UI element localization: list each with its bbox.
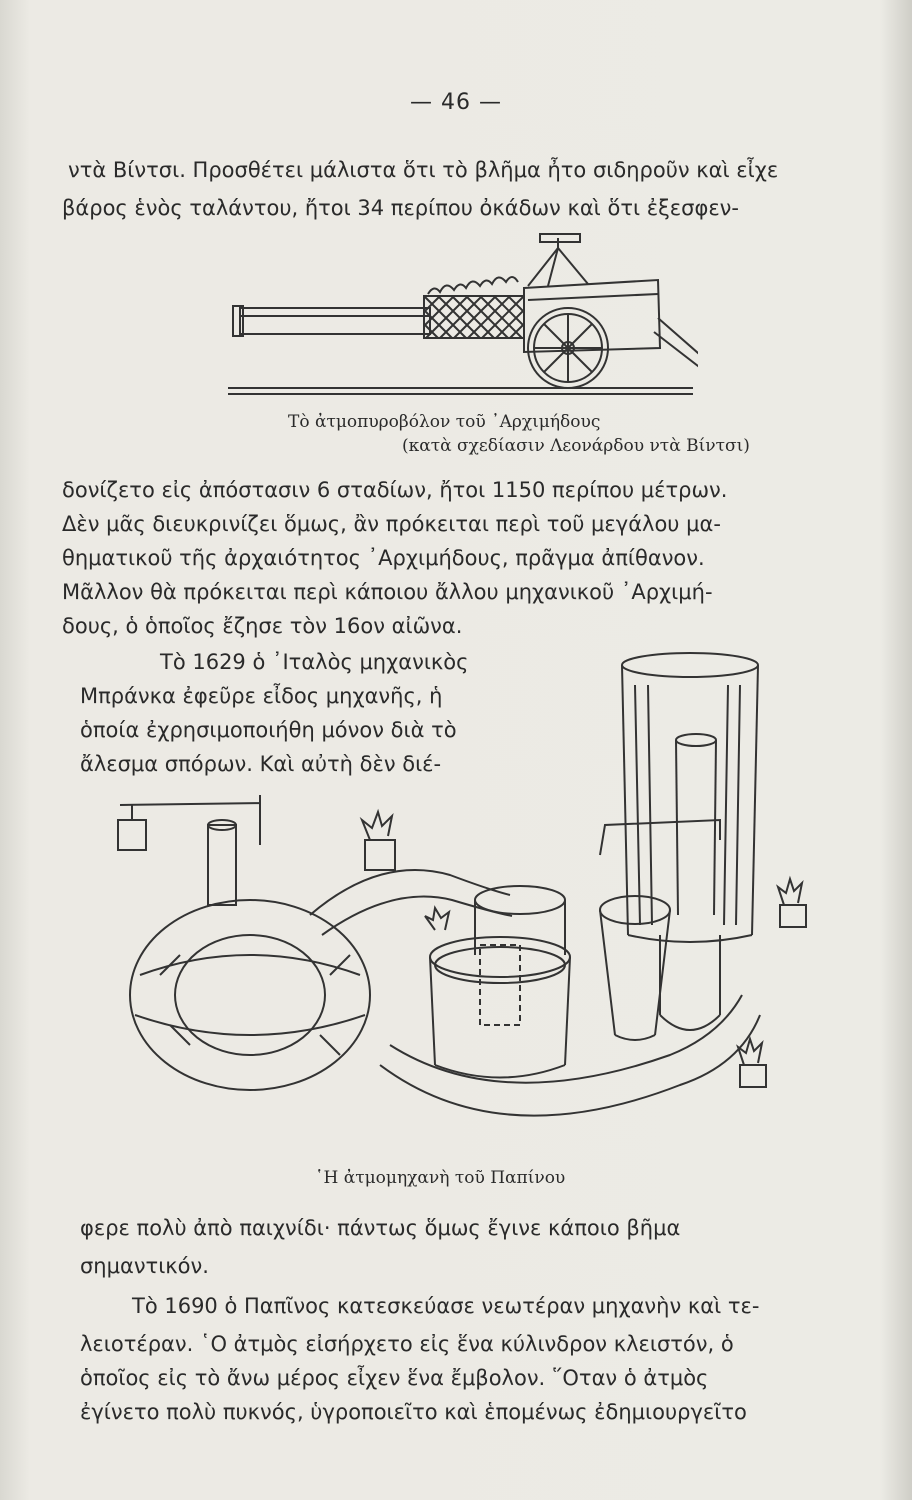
papin-engine-illustration bbox=[100, 645, 840, 1145]
text-line: Μπράνκα ἐφεῦρε εἶδος μηχανῆς, ἡ bbox=[80, 684, 443, 708]
text-line: ὁποία ἐχρησιμοποιήθη μόνον διὰ τὸ bbox=[80, 718, 457, 742]
text-line: Τὸ 1629 ὁ ᾿Ιταλὸς μηχανικὸς bbox=[160, 650, 469, 674]
figure-caption: (κατὰ σχεδίασιν Λεονάρδου ντὰ Βίντσι) bbox=[402, 436, 750, 456]
text-line: σημαντικόν. bbox=[80, 1254, 209, 1278]
text-line: θηματικοῦ τῆς ἀρχαιότητος ᾿Αρχιμήδους, πρᾶγμα ἀπίθανον. bbox=[62, 546, 705, 570]
text-line: φερε πολὺ ἀπὸ παιχνίδι· πάντως ὅμως ἔγινε κάποιο βῆμα bbox=[80, 1216, 681, 1240]
text-line: Τὸ 1690 ὁ Παπῖνος κατεσκεύασε νεωτέραν μηχανὴν καὶ τε- bbox=[132, 1294, 760, 1318]
text-line: Δὲν μᾶς διευκρινίζει ὅμως, ἂν πρόκειται περὶ τοῦ μεγάλου μα- bbox=[62, 512, 721, 536]
text-line: Μᾶλλον θὰ πρόκειται περὶ κάποιου ἄλλου μηχανικοῦ ᾿Αρχιμή- bbox=[62, 580, 713, 604]
steam-cannon-illustration bbox=[228, 228, 698, 398]
text-line: βάρος ἑνὸς ταλάντου, ἤτοι 34 περίπου ὀκάδων καὶ ὅτι ἐξεσφεν- bbox=[62, 196, 739, 220]
figure-caption: ῾Η ἀτμομηχανὴ τοῦ Παπίνου bbox=[315, 1168, 566, 1188]
text-line: ντὰ Βίντσι. Προσθέτει μάλιστα ὅτι τὸ βλῆμα ἦτο σιδηροῦν καὶ εἶχε bbox=[68, 158, 779, 182]
text-line: δους, ὁ ὁποῖος ἔζησε τὸν 16ον αἰῶνα. bbox=[62, 614, 463, 638]
figure-caption: Τὸ ἀτμοπυροβόλον τοῦ ᾿Αρχιμήδους bbox=[288, 412, 601, 432]
text-line: λειοτέραν. ῾Ο ἀτμὸς εἰσήρχετο εἰς ἕνα κύλινδρον κλειστόν, ὁ bbox=[80, 1332, 734, 1356]
page-number: — 46 — bbox=[410, 90, 502, 115]
text-line: δονίζετο εἰς ἀπόστασιν 6 σταδίων, ἤτοι 1150 περίπου μέτρων. bbox=[62, 478, 728, 502]
text-line: ἄλεσμα σπόρων. Καὶ αὐτὴ δὲν διέ- bbox=[80, 752, 442, 776]
text-line: ἐγίνετο πολὺ πυκνός, ὑγροποιεῖτο καὶ ἑπομένως ἐδημιουργεῖτο bbox=[80, 1400, 747, 1424]
text-line: ὁποῖος εἰς τὸ ἄνω μέρος εἶχεν ἕνα ἔμβολον. ῞Οταν ὁ ἀτμὸς bbox=[80, 1366, 709, 1390]
